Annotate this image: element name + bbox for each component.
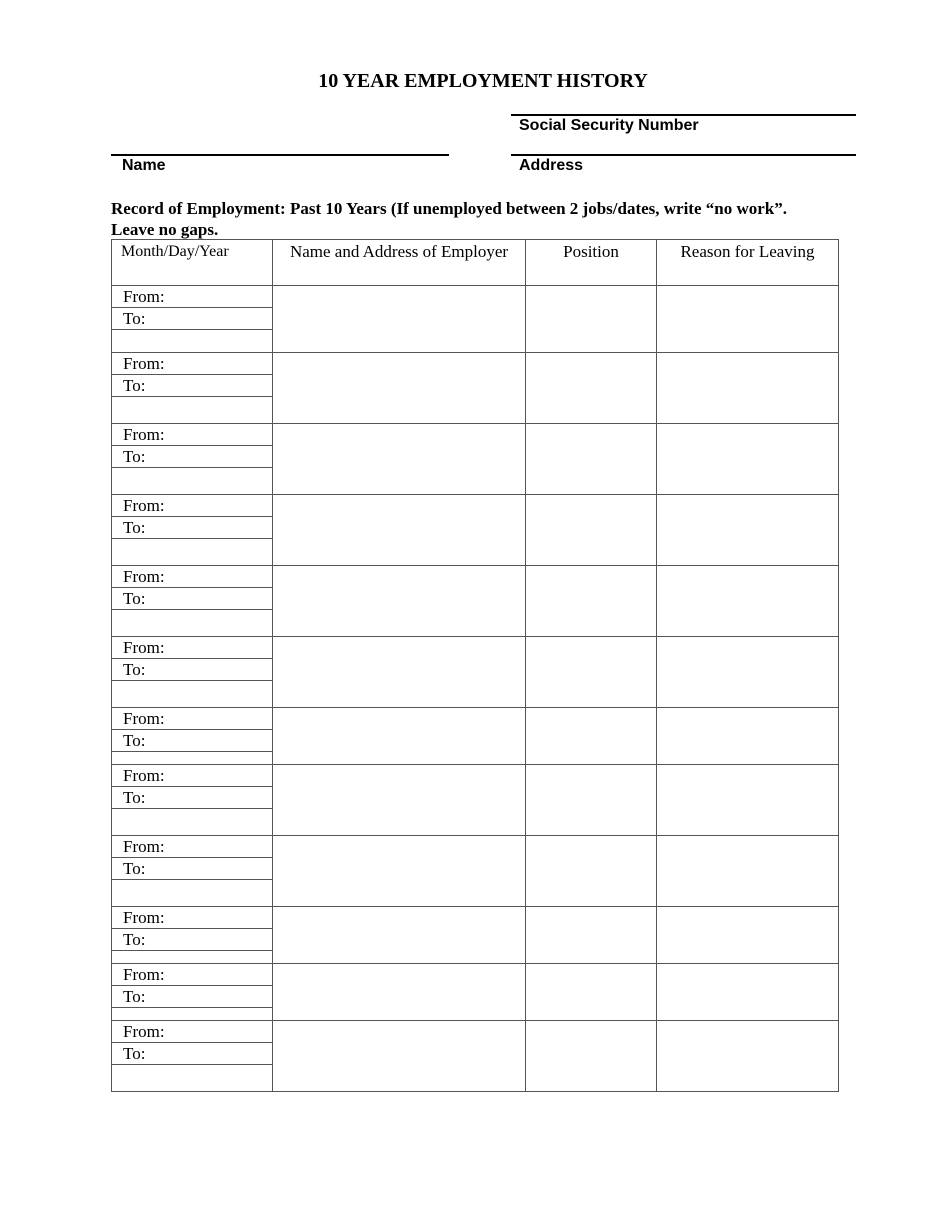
table-row (112, 1021, 839, 1092)
to-field[interactable]: To: (112, 375, 272, 397)
to-field[interactable]: To: (112, 929, 272, 951)
reason-cell[interactable] (657, 765, 839, 836)
reason-cell[interactable] (657, 836, 839, 907)
header-date: Month/Day/Year (112, 240, 273, 286)
date-cell (112, 353, 273, 424)
employer-cell[interactable] (273, 495, 526, 566)
to-field[interactable]: To: (112, 986, 272, 1008)
from-field[interactable]: From: (112, 566, 272, 588)
to-field[interactable]: To: (112, 1043, 272, 1065)
table-row (112, 907, 839, 964)
table-row (112, 286, 839, 353)
date-cell (112, 907, 273, 964)
reason-cell[interactable] (657, 495, 839, 566)
to-field[interactable]: To: (112, 588, 272, 610)
name-label: Name (122, 157, 166, 174)
header-position: Position (526, 240, 657, 286)
position-cell[interactable] (526, 353, 657, 424)
date-cell (112, 1021, 273, 1092)
to-field[interactable]: To: (112, 730, 272, 752)
reason-cell[interactable] (657, 286, 839, 353)
date-cell (112, 637, 273, 708)
date-cell (112, 286, 273, 353)
date-extra-field[interactable] (112, 539, 272, 565)
employment-history-table (111, 239, 839, 1092)
reason-cell[interactable] (657, 566, 839, 637)
employer-cell[interactable] (273, 424, 526, 495)
reason-cell[interactable] (657, 964, 839, 1021)
date-extra-field[interactable] (112, 809, 272, 835)
from-field[interactable]: From: (112, 495, 272, 517)
date-cell (112, 836, 273, 907)
position-cell[interactable] (526, 637, 657, 708)
date-extra-field[interactable] (112, 681, 272, 707)
ssn-line[interactable] (511, 114, 856, 116)
position-cell[interactable] (526, 836, 657, 907)
to-field[interactable]: To: (112, 659, 272, 681)
employer-cell[interactable] (273, 286, 526, 353)
reason-cell[interactable] (657, 424, 839, 495)
position-cell[interactable] (526, 907, 657, 964)
table-row (112, 964, 839, 1021)
position-cell[interactable] (526, 495, 657, 566)
date-extra-field[interactable] (112, 951, 272, 963)
date-extra-field[interactable] (112, 468, 272, 494)
employer-cell[interactable] (273, 964, 526, 1021)
table-row (112, 708, 839, 765)
reason-cell[interactable] (657, 1021, 839, 1092)
reason-cell[interactable] (657, 708, 839, 765)
employer-cell[interactable] (273, 1021, 526, 1092)
position-cell[interactable] (526, 964, 657, 1021)
table-row (112, 424, 839, 495)
position-cell[interactable] (526, 286, 657, 353)
from-field[interactable]: From: (112, 424, 272, 446)
employer-cell[interactable] (273, 836, 526, 907)
employer-cell[interactable] (273, 907, 526, 964)
reason-cell[interactable] (657, 637, 839, 708)
employer-cell[interactable] (273, 765, 526, 836)
reason-cell[interactable] (657, 353, 839, 424)
date-cell (112, 566, 273, 637)
from-field[interactable]: From: (112, 353, 272, 375)
ssn-label: Social Security Number (519, 117, 699, 134)
date-extra-field[interactable] (112, 397, 272, 423)
name-line[interactable] (111, 154, 449, 156)
date-cell (112, 765, 273, 836)
address-label: Address (519, 157, 584, 174)
position-cell[interactable] (526, 1021, 657, 1092)
position-cell[interactable] (526, 708, 657, 765)
from-field[interactable]: From: (112, 637, 272, 659)
date-cell (112, 964, 273, 1021)
instruction-text: Record of Employment: Past 10 Years (If unemployed between 2 jobs/dates, write “no work”. Leave no gaps. (111, 199, 787, 239)
date-cell (112, 424, 273, 495)
address-line[interactable] (511, 154, 856, 156)
header-employer: Name and Address of Employer (273, 240, 526, 286)
date-extra-field[interactable] (112, 330, 272, 352)
table-row (112, 836, 839, 907)
position-cell[interactable] (526, 566, 657, 637)
employer-cell[interactable] (273, 566, 526, 637)
employer-cell[interactable] (273, 637, 526, 708)
date-cell (112, 708, 273, 765)
from-field[interactable]: From: (112, 907, 272, 929)
employer-cell[interactable] (273, 353, 526, 424)
from-field[interactable]: From: (112, 286, 272, 308)
date-extra-field[interactable] (112, 610, 272, 636)
table-row (112, 637, 839, 708)
from-field[interactable]: From: (112, 964, 272, 986)
date-cell (112, 495, 273, 566)
reason-cell[interactable] (657, 907, 839, 964)
to-field[interactable]: To: (112, 858, 272, 880)
date-extra-field[interactable] (112, 752, 272, 764)
date-extra-field[interactable] (112, 880, 272, 906)
to-field[interactable]: To: (112, 517, 272, 539)
from-field[interactable]: From: (112, 708, 272, 730)
date-extra-field[interactable] (112, 1065, 272, 1091)
position-cell[interactable] (526, 765, 657, 836)
to-field[interactable]: To: (112, 308, 272, 330)
to-field[interactable]: To: (112, 787, 272, 809)
position-cell[interactable] (526, 424, 657, 495)
header-reason: Reason for Leaving (657, 240, 839, 286)
from-field[interactable]: From: (112, 836, 272, 858)
date-extra-field[interactable] (112, 1008, 272, 1020)
from-field[interactable]: From: (112, 765, 272, 787)
table-row (112, 495, 839, 566)
to-field[interactable]: To: (112, 446, 272, 468)
table-header-row (112, 240, 839, 286)
employer-cell[interactable] (273, 708, 526, 765)
table-row (112, 353, 839, 424)
from-field[interactable]: From: (112, 1021, 272, 1043)
page-title: 10 YEAR EMPLOYMENT HISTORY (318, 70, 648, 92)
table-row (112, 566, 839, 637)
table-row (112, 765, 839, 836)
